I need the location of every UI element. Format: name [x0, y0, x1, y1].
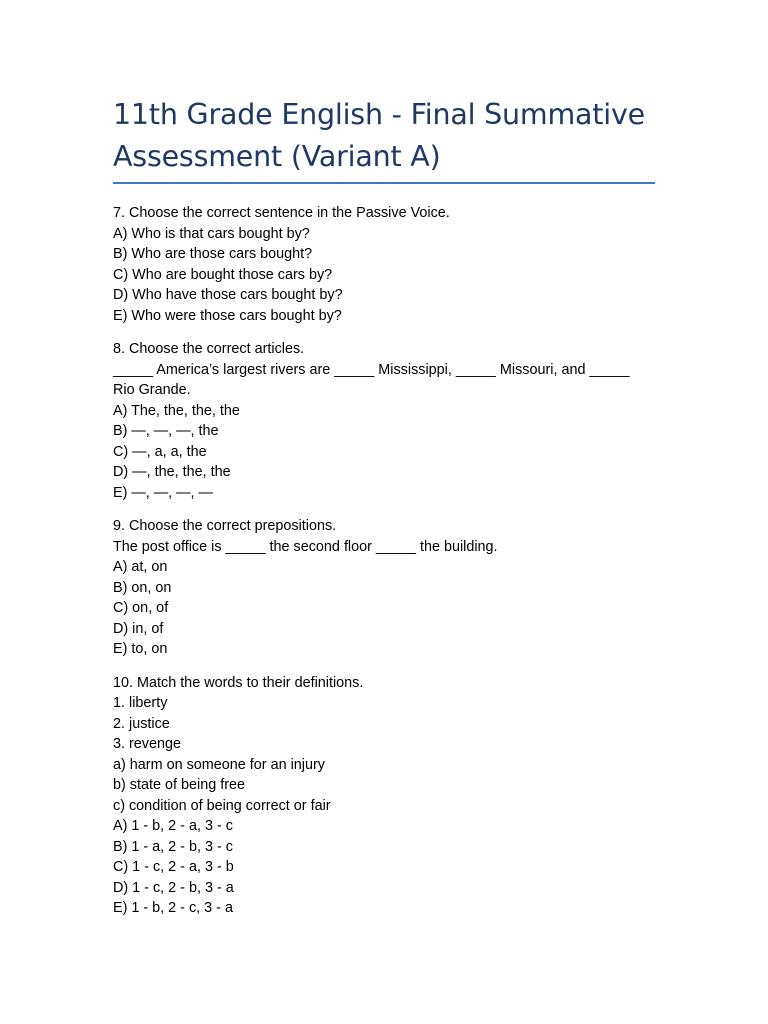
- answer-option: B) Who are those cars bought?: [113, 246, 313, 262]
- question-prompt: 9. Choose the correct prepositions.: [113, 518, 337, 534]
- answer-option: A) The, the, the, the: [113, 402, 240, 419]
- question-8: [113, 339, 655, 503]
- answer-option: C) 1 - c, 2 - a, 3 - b: [113, 859, 234, 875]
- document-page: [113, 94, 655, 932]
- question-stem: _____ America’s largest rivers are _____ Mississippi, _____ Missouri, and _____ Rio Grande.: [113, 361, 630, 398]
- answer-option: C) —, a, a, the: [113, 443, 207, 460]
- answer-option: E) 1 - b, 2 - c, 3 - a: [113, 900, 233, 916]
- answer-option: B) on, on: [113, 579, 172, 596]
- question-stem: The post office is _____ the second floor _____ the building.: [113, 538, 498, 555]
- answer-option: B) 1 - a, 2 - b, 3 - c: [113, 838, 233, 855]
- question-7: [113, 203, 655, 326]
- match-definition: c) condition of being correct or fair: [113, 797, 331, 814]
- question-prompt: 7. Choose the correct sentence in the Passive Voice.: [113, 205, 450, 221]
- answer-option: B) —, —, —, the: [113, 423, 219, 439]
- match-word: 1. liberty: [113, 695, 168, 711]
- answer-option: E) to, on: [113, 641, 168, 657]
- question-9: [113, 516, 655, 660]
- page-title: 11th Grade English - Final Summative Assessment (Variant A): [113, 98, 646, 173]
- answer-option: A) at, on: [113, 559, 168, 575]
- answer-option: D) in, of: [113, 620, 164, 637]
- match-word: 3. revenge: [113, 736, 182, 752]
- match-definition: b) state of being free: [113, 777, 245, 793]
- question-prompt: 10. Match the words to their definitions.: [113, 674, 364, 691]
- answer-option: C) Who are bought those cars by?: [113, 266, 333, 283]
- answer-option: C) on, of: [113, 600, 169, 616]
- answer-option: E) —, —, —, —: [113, 484, 213, 501]
- match-definition: a) harm on someone for an injury: [113, 756, 325, 773]
- answer-option: A) 1 - b, 2 - a, 3 - c: [113, 818, 233, 834]
- answer-option: A) Who is that cars bought by?: [113, 225, 310, 242]
- answer-option: D) —, the, the, the: [113, 464, 231, 480]
- answer-option: E) Who were those cars bought by?: [113, 307, 342, 324]
- answer-option: D) 1 - c, 2 - b, 3 - a: [113, 879, 234, 896]
- title-divider: [113, 182, 655, 184]
- match-word: 2. justice: [113, 715, 170, 732]
- question-prompt: 8. Choose the correct articles.: [113, 341, 305, 357]
- question-10: [113, 673, 655, 919]
- answer-option: D) Who have those cars bought by?: [113, 287, 343, 303]
